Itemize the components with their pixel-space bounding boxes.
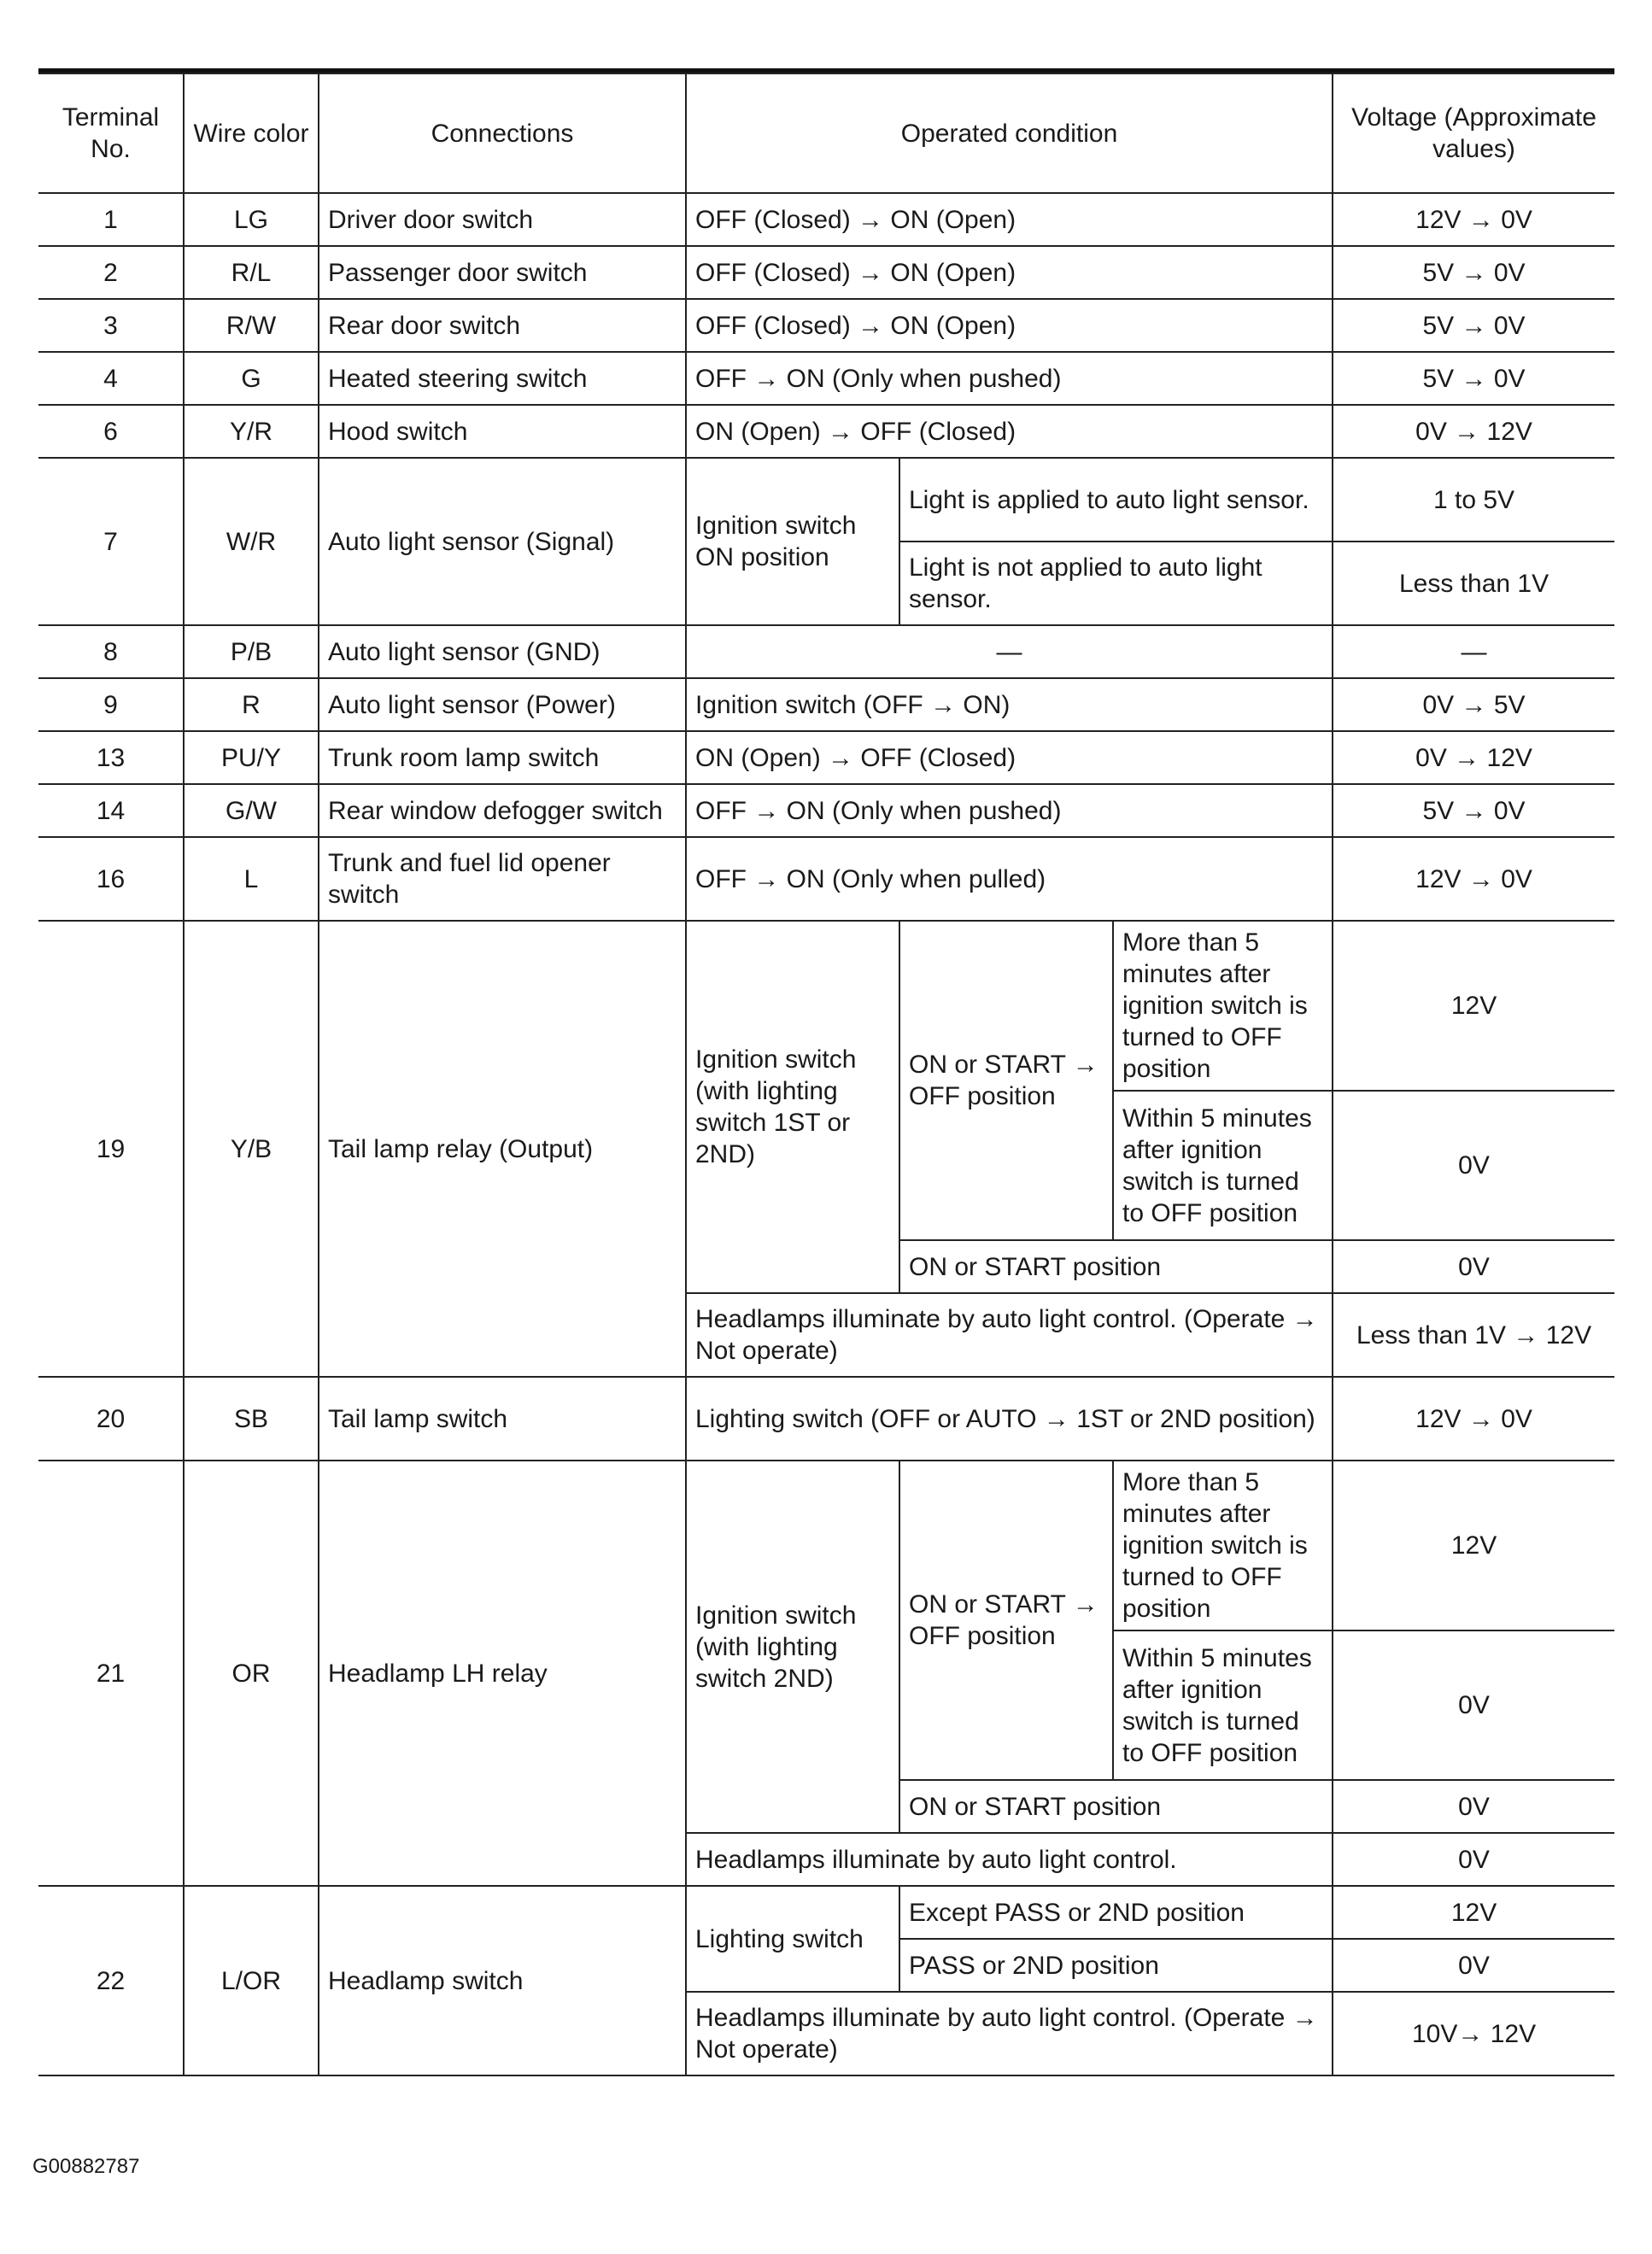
table-row [38, 246, 1614, 299]
voltage-cell: 12V → 0V [1333, 1377, 1614, 1461]
table-row [38, 352, 1614, 405]
voltage-cell: 12V [1333, 1886, 1614, 1939]
condition-cell: Ignition switch (OFF → ON) [686, 678, 1333, 731]
table-row [38, 405, 1614, 458]
condition-cell: Ignition switch ON position [686, 458, 899, 625]
table-row [38, 837, 1614, 921]
voltage-cell: 0V [1333, 1091, 1614, 1240]
condition-cell: OFF → ON (Only when pushed) [686, 352, 1333, 405]
terminal-cell: 22 [38, 1886, 184, 2075]
header-connections: Connections [319, 73, 686, 193]
document-id: G00882787 [32, 2155, 140, 2178]
voltage-cell: 1 to 5V [1333, 458, 1614, 542]
voltage-cell: 0V [1333, 1240, 1614, 1293]
sub-condition-cell: More than 5 minutes after ignition switch is turned to OFF position [1113, 1461, 1333, 1630]
table-row [38, 458, 1614, 542]
sub-condition-cell: Headlamps illuminate by auto light control. (Operate → Not operate) [686, 1293, 1333, 1377]
connection-cell: Headlamp switch [319, 1886, 686, 2075]
condition-cell: OFF → ON (Only when pulled) [686, 837, 1333, 921]
terminal-cell: 9 [38, 678, 184, 731]
terminal-cell: 21 [38, 1461, 184, 1886]
condition-cell: OFF (Closed) → ON (Open) [686, 299, 1333, 352]
terminal-cell: 19 [38, 921, 184, 1377]
voltage-cell: 5V → 0V [1333, 299, 1614, 352]
terminal-cell: 7 [38, 458, 184, 625]
voltage-cell: 12V → 0V [1333, 837, 1614, 921]
terminal-cell: 6 [38, 405, 184, 458]
connection-cell: Headlamp LH relay [319, 1461, 686, 1886]
wire-cell: R [184, 678, 319, 731]
table-row [38, 1886, 1614, 1939]
connection-cell: Tail lamp switch [319, 1377, 686, 1461]
wire-cell: G [184, 352, 319, 405]
condition-cell: Lighting switch (OFF or AUTO → 1ST or 2ND position) [686, 1377, 1333, 1461]
header-row [38, 73, 1614, 193]
connection-cell: Driver door switch [319, 193, 686, 246]
sub-condition-cell: Within 5 minutes after ignition switch is turned to OFF position [1113, 1091, 1333, 1240]
condition-cell: Ignition switch (with lighting switch 1ST or 2ND) [686, 921, 899, 1293]
wire-cell: P/B [184, 625, 319, 678]
table-row [38, 731, 1614, 784]
wire-cell: W/R [184, 458, 319, 625]
condition-cell: OFF → ON (Only when pushed) [686, 784, 1333, 837]
voltage-cell: 0V → 12V [1333, 731, 1614, 784]
terminal-cell: 20 [38, 1377, 184, 1461]
terminal-cell: 1 [38, 193, 184, 246]
sub-condition-cell: Within 5 minutes after ignition switch is turned to OFF position [1113, 1630, 1333, 1780]
connection-cell: Auto light sensor (Power) [319, 678, 686, 731]
voltage-cell: 5V → 0V [1333, 246, 1614, 299]
sub-condition-cell: More than 5 minutes after ignition switch is turned to OFF position [1113, 921, 1333, 1091]
wire-cell: PU/Y [184, 731, 319, 784]
condition-cell: Lighting switch [686, 1886, 899, 1992]
terminal-cell: 4 [38, 352, 184, 405]
table-row [38, 625, 1614, 678]
terminal-cell: 2 [38, 246, 184, 299]
header-terminal: Terminal No. [38, 73, 184, 193]
table-row [38, 299, 1614, 352]
voltage-cell: Less than 1V → 12V [1333, 1293, 1614, 1377]
sub-condition-cell: Except PASS or 2ND position [899, 1886, 1333, 1939]
terminal-cell: 8 [38, 625, 184, 678]
voltage-cell: 0V [1333, 1833, 1614, 1886]
voltage-cell: 0V [1333, 1939, 1614, 1992]
sub-condition-cell: ON or START position [899, 1240, 1333, 1293]
condition-cell: Ignition switch (with lighting switch 2ND) [686, 1461, 899, 1833]
terminal-cell: 13 [38, 731, 184, 784]
terminal-voltage-table [38, 73, 1614, 2076]
voltage-cell: 0V → 5V [1333, 678, 1614, 731]
connection-cell: Trunk and fuel lid opener switch [319, 837, 686, 921]
terminal-cell: 16 [38, 837, 184, 921]
condition-cell: ON (Open) → OFF (Closed) [686, 405, 1333, 458]
wire-cell: SB [184, 1377, 319, 1461]
voltage-cell: 0V [1333, 1780, 1614, 1833]
wire-cell: Y/R [184, 405, 319, 458]
voltage-cell: 0V [1333, 1630, 1614, 1780]
terminal-table-sheet [38, 68, 1614, 2076]
wire-cell: R/L [184, 246, 319, 299]
connection-cell: Tail lamp relay (Output) [319, 921, 686, 1377]
wire-cell: L [184, 837, 319, 921]
condition-cell: ON (Open) → OFF (Closed) [686, 731, 1333, 784]
header-voltage: Voltage (Approximate values) [1333, 73, 1614, 193]
table-row [38, 1461, 1614, 1630]
header-wire-color: Wire color [184, 73, 319, 193]
connection-cell: Passenger door switch [319, 246, 686, 299]
condition-cell: OFF (Closed) → ON (Open) [686, 193, 1333, 246]
sub-condition-cell: Light is not applied to auto light sensor. [899, 542, 1333, 625]
voltage-cell: 5V → 0V [1333, 784, 1614, 837]
table-row [38, 1377, 1614, 1461]
connection-cell: Rear door switch [319, 299, 686, 352]
voltage-cell: — [1333, 625, 1614, 678]
wire-cell: L/OR [184, 1886, 319, 2075]
sub-condition-cell: Headlamps illuminate by auto light control. (Operate → Not operate) [686, 1992, 1333, 2075]
connection-cell: Auto light sensor (GND) [319, 625, 686, 678]
wire-cell: OR [184, 1461, 319, 1886]
connection-cell: Rear window defogger switch [319, 784, 686, 837]
sub-condition-cell: ON or START position [899, 1780, 1333, 1833]
wire-cell: G/W [184, 784, 319, 837]
connection-cell: Hood switch [319, 405, 686, 458]
voltage-cell: 5V → 0V [1333, 352, 1614, 405]
sub-condition-cell: Headlamps illuminate by auto light control. [686, 1833, 1333, 1886]
sub-condition-cell: Light is applied to auto light sensor. [899, 458, 1333, 542]
condition-cell: — [686, 625, 1333, 678]
voltage-cell: 12V [1333, 1461, 1614, 1630]
header-operated-condition: Operated condition [686, 73, 1333, 193]
table-row [38, 784, 1614, 837]
terminal-cell: 14 [38, 784, 184, 837]
wire-cell: LG [184, 193, 319, 246]
condition-cell: OFF (Closed) → ON (Open) [686, 246, 1333, 299]
voltage-cell: 12V [1333, 921, 1614, 1091]
table-row [38, 678, 1614, 731]
mid-condition-cell: ON or START → OFF position [899, 1461, 1113, 1780]
sub-condition-cell: PASS or 2ND position [899, 1939, 1333, 1992]
terminal-cell: 3 [38, 299, 184, 352]
mid-condition-cell: ON or START → OFF position [899, 921, 1113, 1240]
table-row [38, 193, 1614, 246]
voltage-cell: 10V→ 12V [1333, 1992, 1614, 2075]
connection-cell: Heated steering switch [319, 352, 686, 405]
wire-cell: R/W [184, 299, 319, 352]
voltage-cell: 0V → 12V [1333, 405, 1614, 458]
voltage-cell: Less than 1V [1333, 542, 1614, 625]
connection-cell: Trunk room lamp switch [319, 731, 686, 784]
connection-cell: Auto light sensor (Signal) [319, 458, 686, 625]
table-row [38, 921, 1614, 1091]
voltage-cell: 12V → 0V [1333, 193, 1614, 246]
wire-cell: Y/B [184, 921, 319, 1377]
